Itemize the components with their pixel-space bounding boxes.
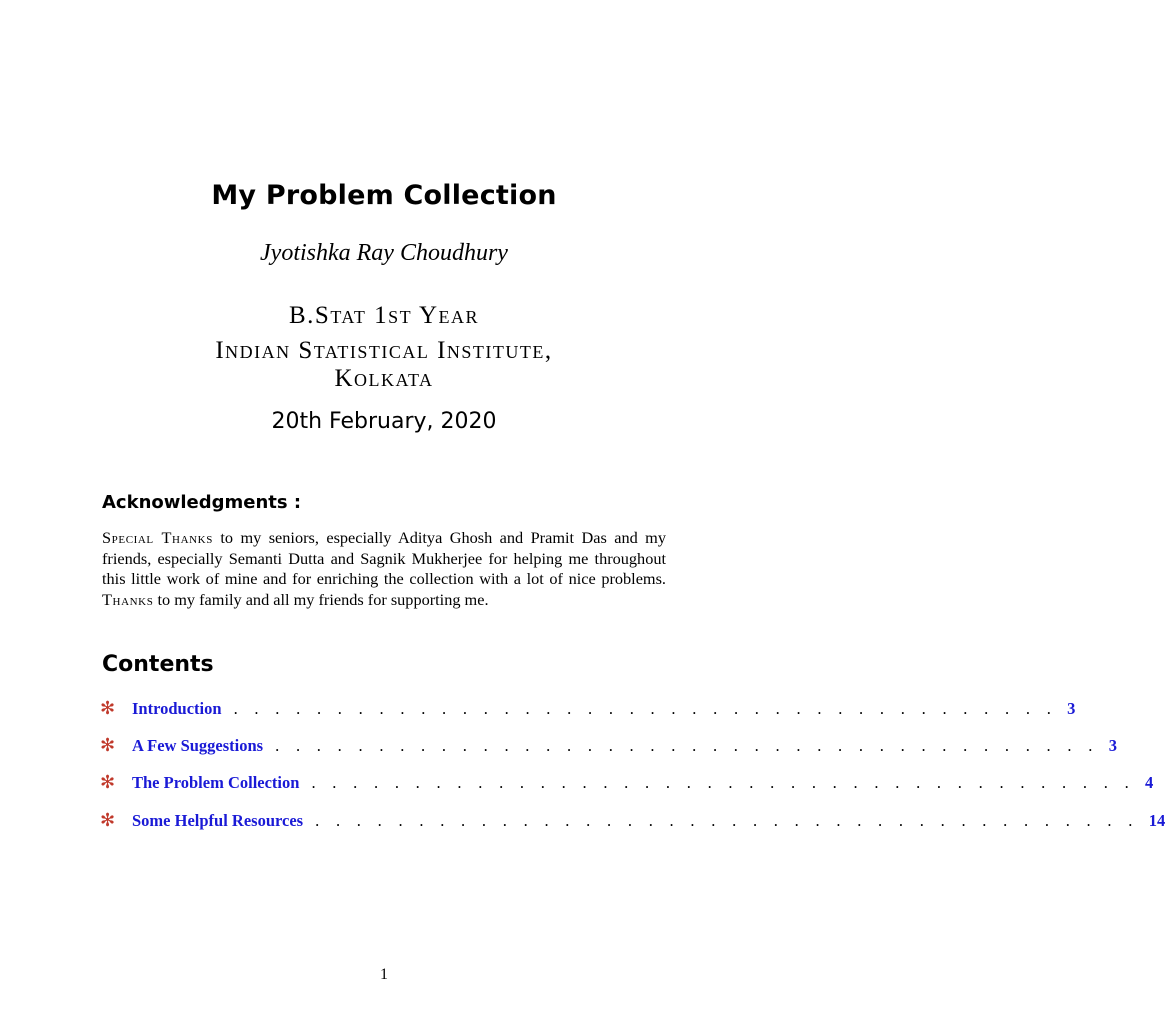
acknowledgments-text-2: to my family and all my friends for supporting me. — [153, 589, 489, 609]
toc-page-number[interactable]: 3 — [1067, 699, 1076, 718]
affiliation-institute: Indian Statistical Institute, — [215, 337, 553, 364]
document-title: My Problem Collection — [211, 180, 557, 211]
toc-leader-dots: . . . . . . . . . . . . . . . . . . . . . . . . . . . . . . . . . . . . . . . . — [275, 736, 1099, 755]
toc-link[interactable]: A Few Suggestions — [132, 736, 264, 755]
document-date: 20th February, 2020 — [271, 409, 497, 434]
acknowledgments-text-1: to my seniors, especially Aditya Ghosh and Pramit Das and my friends, especially Semanti Dutta and Sagnik Mukherjee for helping me throughout this little work of mine and for enriching the collection with a lot of nice problems. — [102, 528, 666, 589]
acknowledgments-paragraph — [102, 528, 666, 610]
toc-link[interactable]: Introduction — [132, 699, 222, 718]
page-number: 1 — [380, 966, 388, 983]
toc-page-number[interactable]: 14 — [1148, 811, 1165, 830]
toc-item-suggestions[interactable] — [100, 735, 1117, 759]
toc-link[interactable]: The Problem Collection — [132, 773, 300, 792]
asterisk-bullet-icon: ✻ — [100, 772, 116, 792]
toc-page-number[interactable]: 4 — [1145, 773, 1154, 792]
contents-heading: Contents — [102, 652, 214, 677]
special-thanks-text: Special Thanks — [102, 528, 213, 547]
affiliation-program: B.Stat 1st Year — [288, 302, 479, 329]
asterisk-bullet-icon: ✻ — [100, 735, 116, 755]
asterisk-bullet-icon: ✻ — [100, 698, 116, 718]
author-name: Jyotishka Ray Choudhury — [260, 240, 508, 266]
acknowledgments-heading: Acknowledgments : — [102, 492, 302, 513]
toc-item-helpful-resources[interactable] — [100, 810, 1165, 834]
toc-leader-dots: . . . . . . . . . . . . . . . . . . . . . . . . . . . . . . . . . . . . . . . . — [315, 811, 1139, 830]
affiliation-city: Kolkata — [334, 365, 434, 392]
thanks-text: Thanks — [102, 589, 154, 609]
toc-item-introduction[interactable] — [100, 698, 1076, 722]
asterisk-bullet-icon: ✻ — [100, 810, 116, 830]
toc-page-number[interactable]: 3 — [1108, 736, 1117, 755]
toc-item-problem-collection[interactable] — [100, 772, 1154, 796]
toc-link[interactable]: Some Helpful Resources — [132, 811, 304, 830]
toc-leader-dots: . . . . . . . . . . . . . . . . . . . . . . . . . . . . . . . . . . . . . . . . — [311, 773, 1136, 792]
toc-leader-dots: . . . . . . . . . . . . . . . . . . . . . . . . . . . . . . . . . . . . . . . . — [233, 699, 1058, 718]
